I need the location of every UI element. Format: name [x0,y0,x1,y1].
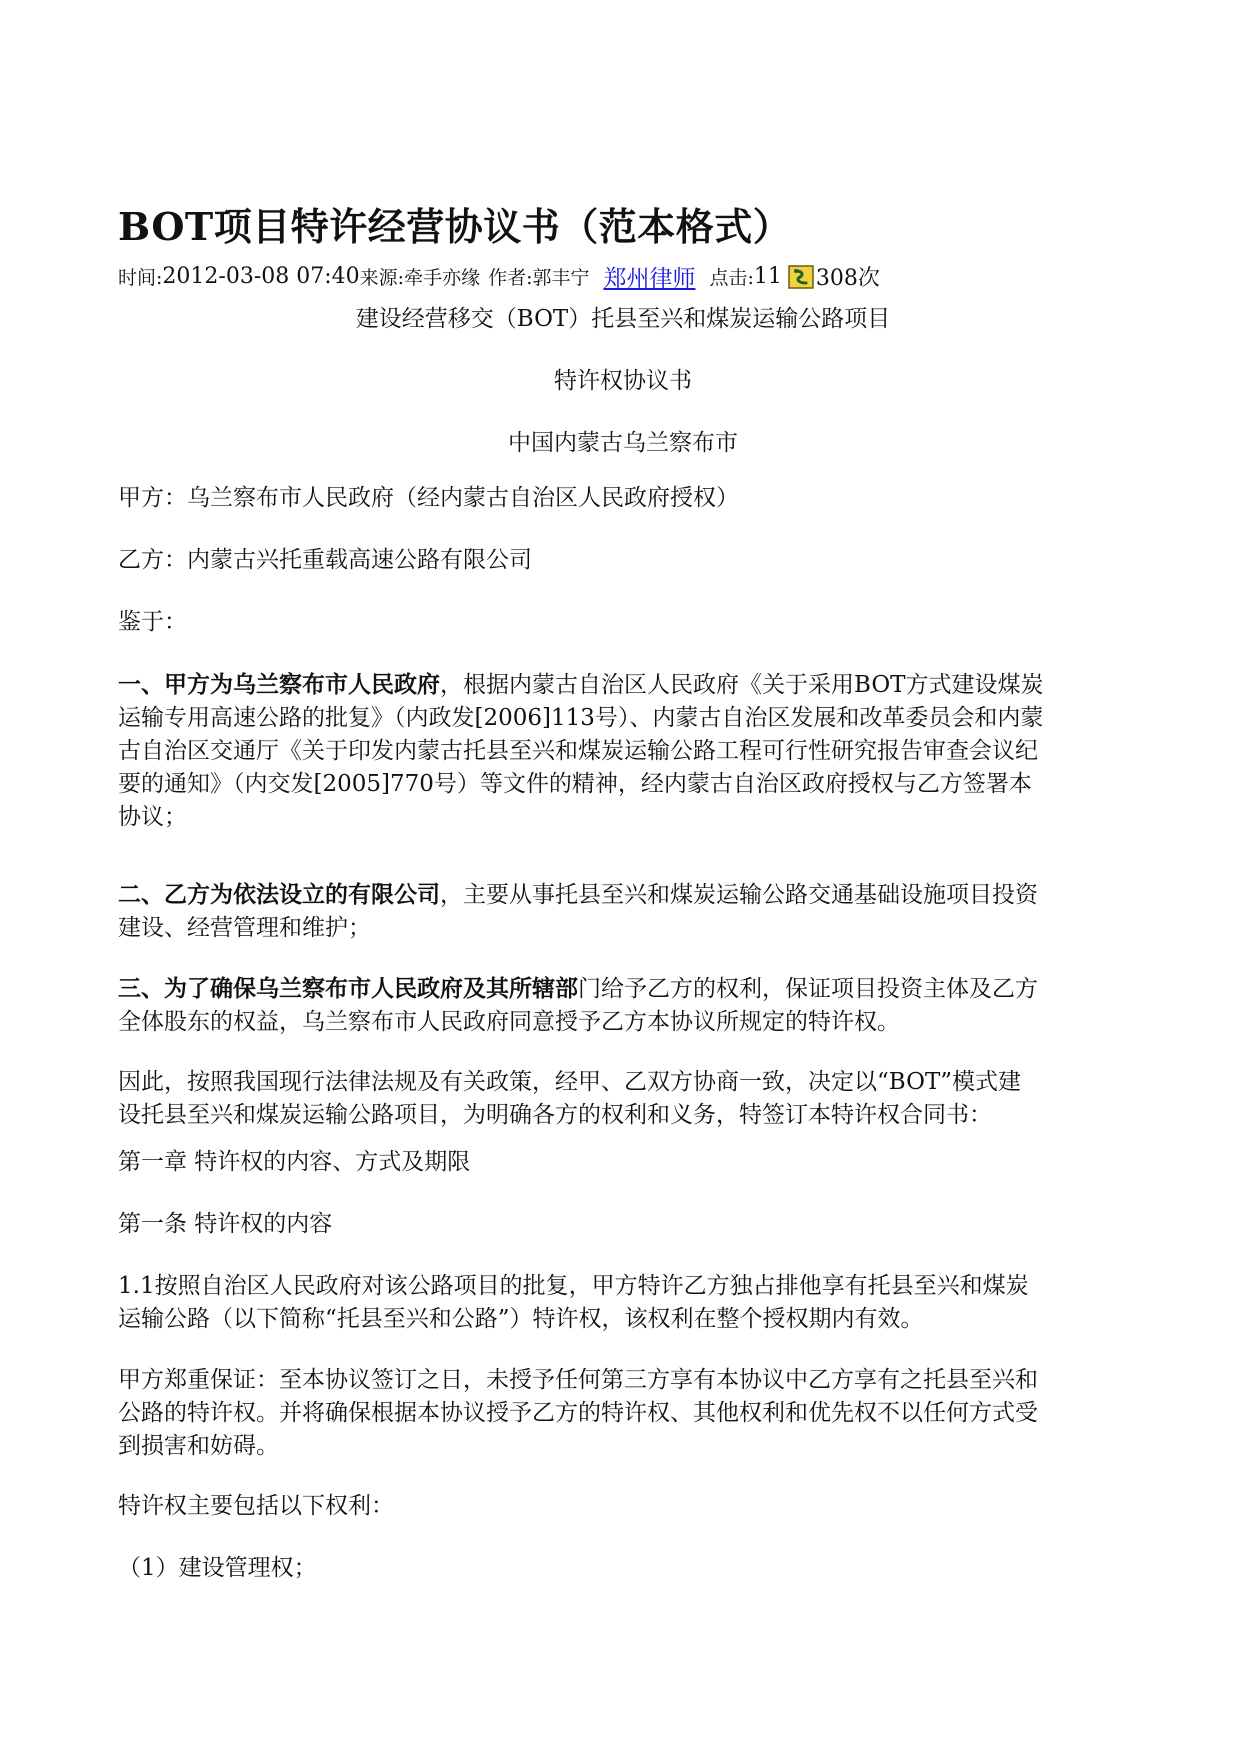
location-heading: 中国内蒙古乌兰察布市 [508,430,738,456]
source-value: 牵手亦缘 [404,267,481,289]
clause-2-bold: 二、乙方为依法设立的有限公司 [118,881,440,908]
project-heading: 建设经营移交（BOT）托县至兴和煤炭运输公路项目 [355,306,891,332]
clause-2: 二、乙方为依法设立的有限公司，主要从事托县至兴和煤炭运输公路交通基础设施项目投资 建设、经营管理和维护； [118,881,1038,941]
document-title: BOT项目特许经营协议书（范本格式） [118,204,792,249]
time-label: 时间: [118,267,163,289]
guarantee-paragraph: 甲方郑重保证：至本协议签订之日，未授予任何第三方享有本协议中乙方享有之托县至兴和 公路的特许权。并将确保根据本协议授予乙方的特许权、其他权利和优先权不以任何方式受 到损害和妨碍。 [118,1367,1038,1459]
party-b: 乙方：内蒙古兴托重载高速公路有限公司 [118,547,532,573]
clicks-value: 11 [753,264,782,289]
clause-1: 一、甲方为乌兰察布市人民政府，根据内蒙古自治区人民政府《关于采用BOT方式建设煤炭 运输专用高速公路的批复》（内政发[2006]113号）、内蒙古自治区发展和改革委员会和内蒙 古自治区交通厅《关于印发内蒙古托县至兴和煤炭运输公路工程可行性研究报告审查会议纪 要的通知》（内交发[2005]770号）等文件的精神，经内蒙古自治区政府授权与乙方签署本 协议； [118,671,1044,830]
time-value: 2012-03-08 07:40 [162,264,360,289]
rights-intro: 特许权主要包括以下权利： [118,1493,394,1519]
agreement-heading: 特许权协议书 [554,368,692,394]
party-a: 甲方：乌兰察布市人民政府（经内蒙古自治区人民政府授权） [118,485,739,511]
lawyer-link[interactable]: 郑州律师 [603,266,696,292]
clause-3: 三、为了确保乌兰察布市人民政府及其所辖部门给予乙方的权利，保证项目投资主体及乙方 全体股东的权益，乌兰察布市人民政府同意授予乙方本协议所规定的特许权。 [118,975,1038,1035]
therefore-paragraph: 因此，按照我国现行法律法规及有关政策，经甲、乙双方协商一致，决定以“BOT”模式建 设托县至兴和煤炭运输公路项目，为明确各方的权利和义务，特签订本特许权合同书： [118,1069,1022,1128]
whereas-label: 鉴于： [118,609,187,635]
chapter-1-heading: 第一章 特许权的内容、方式及期限 [118,1149,471,1175]
counter-icon [788,265,814,289]
clause-3-bold: 三、为了确保乌兰察布市人民政府及其所辖部 [118,975,578,1002]
author-value: 郭丰宁 [532,267,590,289]
author-label: 作者: [488,267,533,289]
count-value: 308次 [815,266,880,291]
right-1: （1）建设管理权； [118,1555,317,1581]
source-label: 来源: [359,267,405,289]
article-1-heading: 第一条 特许权的内容 [118,1211,333,1237]
item-1-1: 1.1按照自治区人民政府对该公路项目的批复，甲方特许乙方独占排他享有托县至兴和煤炭 运输公路（以下简称“托县至兴和公路”）特许权，该权利在整个授权期内有效。 [118,1273,1029,1332]
article-meta [118,260,880,293]
clause-1-bold: 一、甲方为乌兰察布市人民政府 [118,671,440,698]
clicks-label: 点击: [709,267,754,289]
